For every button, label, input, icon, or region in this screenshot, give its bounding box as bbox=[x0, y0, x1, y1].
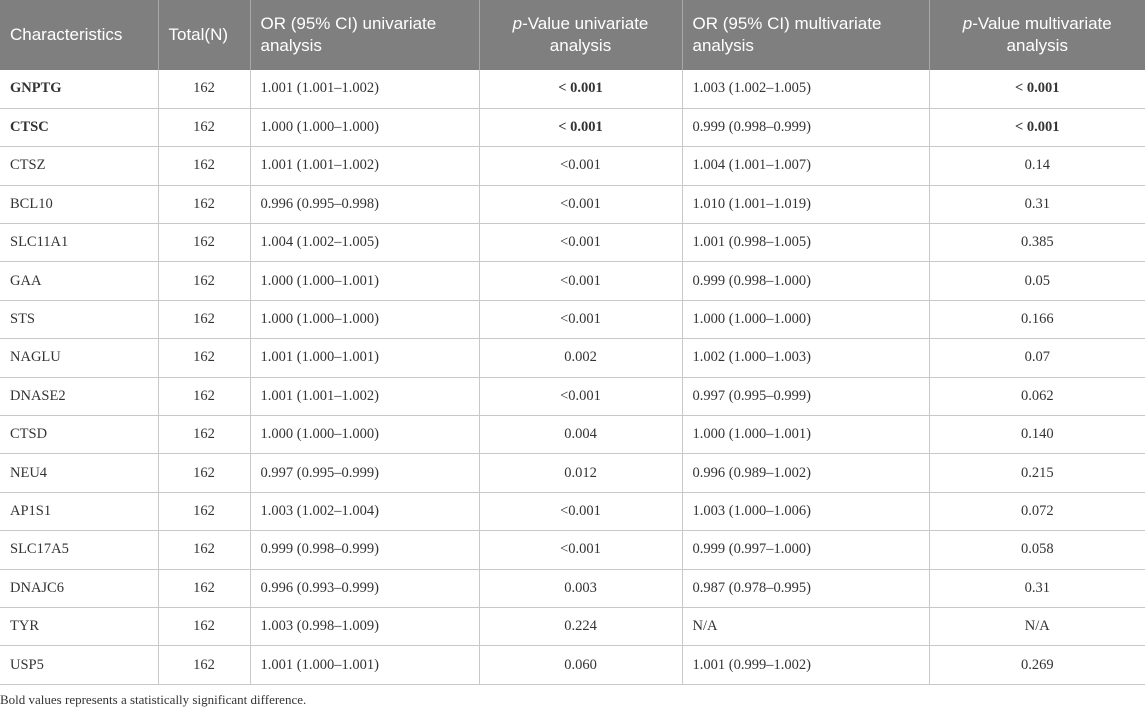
cell-p-univariate: <0.001 bbox=[479, 147, 682, 185]
cell-characteristic: CTSZ bbox=[0, 147, 158, 185]
cell-p-multivariate: 0.058 bbox=[929, 531, 1145, 569]
header-p-univariate-italic: p bbox=[512, 14, 523, 33]
header-row bbox=[0, 0, 1145, 70]
cell-p-multivariate: 0.140 bbox=[929, 416, 1145, 454]
cell-p-univariate: <0.001 bbox=[479, 492, 682, 530]
cell-p-multivariate: 0.072 bbox=[929, 492, 1145, 530]
cell-or-multivariate: 1.001 (0.999–1.002) bbox=[682, 646, 929, 684]
cell-characteristic: DNASE2 bbox=[0, 377, 158, 415]
cell-or-multivariate: 0.997 (0.995–0.999) bbox=[682, 377, 929, 415]
cell-p-multivariate: 0.14 bbox=[929, 147, 1145, 185]
cell-total: 162 bbox=[158, 224, 250, 262]
cell-p-univariate: <0.001 bbox=[479, 224, 682, 262]
footnote: Bold values represents a statistically significant difference. bbox=[0, 692, 307, 707]
cell-p-univariate: 0.060 bbox=[479, 646, 682, 684]
header-or-multivariate: OR (95% CI) multivariate analysis bbox=[682, 0, 929, 70]
cell-or-univariate: 1.001 (1.001–1.002) bbox=[250, 377, 479, 415]
cell-p-univariate: <0.001 bbox=[479, 531, 682, 569]
cell-total: 162 bbox=[158, 492, 250, 530]
cell-p-multivariate: < 0.001 bbox=[929, 108, 1145, 146]
cell-characteristic: NAGLU bbox=[0, 339, 158, 377]
cell-p-multivariate: 0.385 bbox=[929, 224, 1145, 262]
header-p-multivariate-italic: p bbox=[962, 14, 973, 33]
cell-total: 162 bbox=[158, 147, 250, 185]
cell-or-univariate: 0.996 (0.993–0.999) bbox=[250, 569, 479, 607]
cell-or-univariate: 0.999 (0.998–0.999) bbox=[250, 531, 479, 569]
table-row bbox=[0, 147, 1145, 185]
cell-p-univariate: <0.001 bbox=[479, 185, 682, 223]
header-p-univariate bbox=[479, 0, 682, 70]
cell-or-multivariate: 0.996 (0.989–1.002) bbox=[682, 454, 929, 492]
table-row bbox=[0, 646, 1145, 684]
cell-or-univariate: 0.996 (0.995–0.998) bbox=[250, 185, 479, 223]
header-p-multivariate-rest: -Value multivariate analysis bbox=[972, 14, 1112, 55]
header-p-multivariate bbox=[929, 0, 1145, 70]
table-row bbox=[0, 492, 1145, 530]
cell-p-univariate: 0.012 bbox=[479, 454, 682, 492]
cell-characteristic: CTSD bbox=[0, 416, 158, 454]
table-row bbox=[0, 454, 1145, 492]
cell-p-univariate: < 0.001 bbox=[479, 70, 682, 108]
cell-or-multivariate: 1.010 (1.001–1.019) bbox=[682, 185, 929, 223]
table-row bbox=[0, 300, 1145, 338]
cell-or-multivariate: 1.004 (1.001–1.007) bbox=[682, 147, 929, 185]
cell-or-multivariate: 1.003 (1.002–1.005) bbox=[682, 70, 929, 108]
table-row bbox=[0, 531, 1145, 569]
cell-total: 162 bbox=[158, 607, 250, 645]
cell-or-univariate: 1.001 (1.001–1.002) bbox=[250, 147, 479, 185]
table-row bbox=[0, 377, 1145, 415]
cell-total: 162 bbox=[158, 185, 250, 223]
cell-p-multivariate: 0.062 bbox=[929, 377, 1145, 415]
cell-or-multivariate: 1.000 (1.000–1.001) bbox=[682, 416, 929, 454]
cell-total: 162 bbox=[158, 339, 250, 377]
cell-or-univariate: 1.003 (1.002–1.004) bbox=[250, 492, 479, 530]
cell-or-multivariate: N/A bbox=[682, 607, 929, 645]
cell-or-multivariate: 0.999 (0.998–1.000) bbox=[682, 262, 929, 300]
cell-or-multivariate: 0.999 (0.997–1.000) bbox=[682, 531, 929, 569]
cell-characteristic: STS bbox=[0, 300, 158, 338]
cell-p-multivariate: 0.07 bbox=[929, 339, 1145, 377]
cell-or-univariate: 1.001 (1.000–1.001) bbox=[250, 339, 479, 377]
cell-or-univariate: 1.001 (1.000–1.001) bbox=[250, 646, 479, 684]
cell-or-univariate: 1.000 (1.000–1.000) bbox=[250, 108, 479, 146]
table-row bbox=[0, 262, 1145, 300]
table-row bbox=[0, 70, 1145, 108]
cell-or-multivariate: 0.987 (0.978–0.995) bbox=[682, 569, 929, 607]
cell-p-multivariate: N/A bbox=[929, 607, 1145, 645]
cell-characteristic: GAA bbox=[0, 262, 158, 300]
cell-total: 162 bbox=[158, 377, 250, 415]
header-total: Total(N) bbox=[158, 0, 250, 70]
cell-characteristic: SLC17A5 bbox=[0, 531, 158, 569]
table-row bbox=[0, 607, 1145, 645]
cell-or-multivariate: 1.001 (0.998–1.005) bbox=[682, 224, 929, 262]
cell-characteristic: USP5 bbox=[0, 646, 158, 684]
cell-or-univariate: 1.004 (1.002–1.005) bbox=[250, 224, 479, 262]
table-body bbox=[0, 70, 1145, 684]
cell-p-multivariate: < 0.001 bbox=[929, 70, 1145, 108]
cell-total: 162 bbox=[158, 531, 250, 569]
cell-total: 162 bbox=[158, 416, 250, 454]
cell-total: 162 bbox=[158, 300, 250, 338]
table-row bbox=[0, 569, 1145, 607]
cell-characteristic: BCL10 bbox=[0, 185, 158, 223]
cell-total: 162 bbox=[158, 454, 250, 492]
cell-total: 162 bbox=[158, 262, 250, 300]
cell-p-univariate: 0.224 bbox=[479, 607, 682, 645]
cell-p-univariate: <0.001 bbox=[479, 262, 682, 300]
cell-characteristic: SLC11A1 bbox=[0, 224, 158, 262]
cell-characteristic: NEU4 bbox=[0, 454, 158, 492]
cell-p-multivariate: 0.05 bbox=[929, 262, 1145, 300]
cell-characteristic: AP1S1 bbox=[0, 492, 158, 530]
cell-or-univariate: 1.000 (1.000–1.000) bbox=[250, 300, 479, 338]
cell-or-multivariate: 1.002 (1.000–1.003) bbox=[682, 339, 929, 377]
table-row bbox=[0, 224, 1145, 262]
cell-p-multivariate: 0.215 bbox=[929, 454, 1145, 492]
cell-total: 162 bbox=[158, 70, 250, 108]
cell-characteristic: GNPTG bbox=[0, 70, 158, 108]
table-row bbox=[0, 416, 1145, 454]
table-row bbox=[0, 339, 1145, 377]
cell-characteristic: TYR bbox=[0, 607, 158, 645]
cell-or-univariate: 0.997 (0.995–0.999) bbox=[250, 454, 479, 492]
table-row bbox=[0, 108, 1145, 146]
cell-total: 162 bbox=[158, 646, 250, 684]
cell-p-univariate: 0.003 bbox=[479, 569, 682, 607]
cell-or-univariate: 1.003 (0.998–1.009) bbox=[250, 607, 479, 645]
cell-p-univariate: <0.001 bbox=[479, 377, 682, 415]
header-characteristics: Characteristics bbox=[0, 0, 158, 70]
cell-p-multivariate: 0.269 bbox=[929, 646, 1145, 684]
header-p-univariate-rest: -Value univariate analysis bbox=[522, 14, 649, 55]
cell-or-univariate: 1.000 (1.000–1.000) bbox=[250, 416, 479, 454]
cell-or-multivariate: 1.003 (1.000–1.006) bbox=[682, 492, 929, 530]
cell-p-univariate: 0.002 bbox=[479, 339, 682, 377]
cell-characteristic: CTSC bbox=[0, 108, 158, 146]
cell-p-univariate: <0.001 bbox=[479, 300, 682, 338]
cell-or-multivariate: 0.999 (0.998–0.999) bbox=[682, 108, 929, 146]
cell-or-multivariate: 1.000 (1.000–1.000) bbox=[682, 300, 929, 338]
header-or-univariate: OR (95% CI) univariate analysis bbox=[250, 0, 479, 70]
cell-p-multivariate: 0.31 bbox=[929, 569, 1145, 607]
cell-or-univariate: 1.001 (1.001–1.002) bbox=[250, 70, 479, 108]
cell-total: 162 bbox=[158, 108, 250, 146]
table-row bbox=[0, 185, 1145, 223]
cell-p-multivariate: 0.31 bbox=[929, 185, 1145, 223]
cell-or-univariate: 1.000 (1.000–1.001) bbox=[250, 262, 479, 300]
cell-p-univariate: 0.004 bbox=[479, 416, 682, 454]
cell-total: 162 bbox=[158, 569, 250, 607]
cell-p-univariate: < 0.001 bbox=[479, 108, 682, 146]
cell-characteristic: DNAJC6 bbox=[0, 569, 158, 607]
cell-p-multivariate: 0.166 bbox=[929, 300, 1145, 338]
